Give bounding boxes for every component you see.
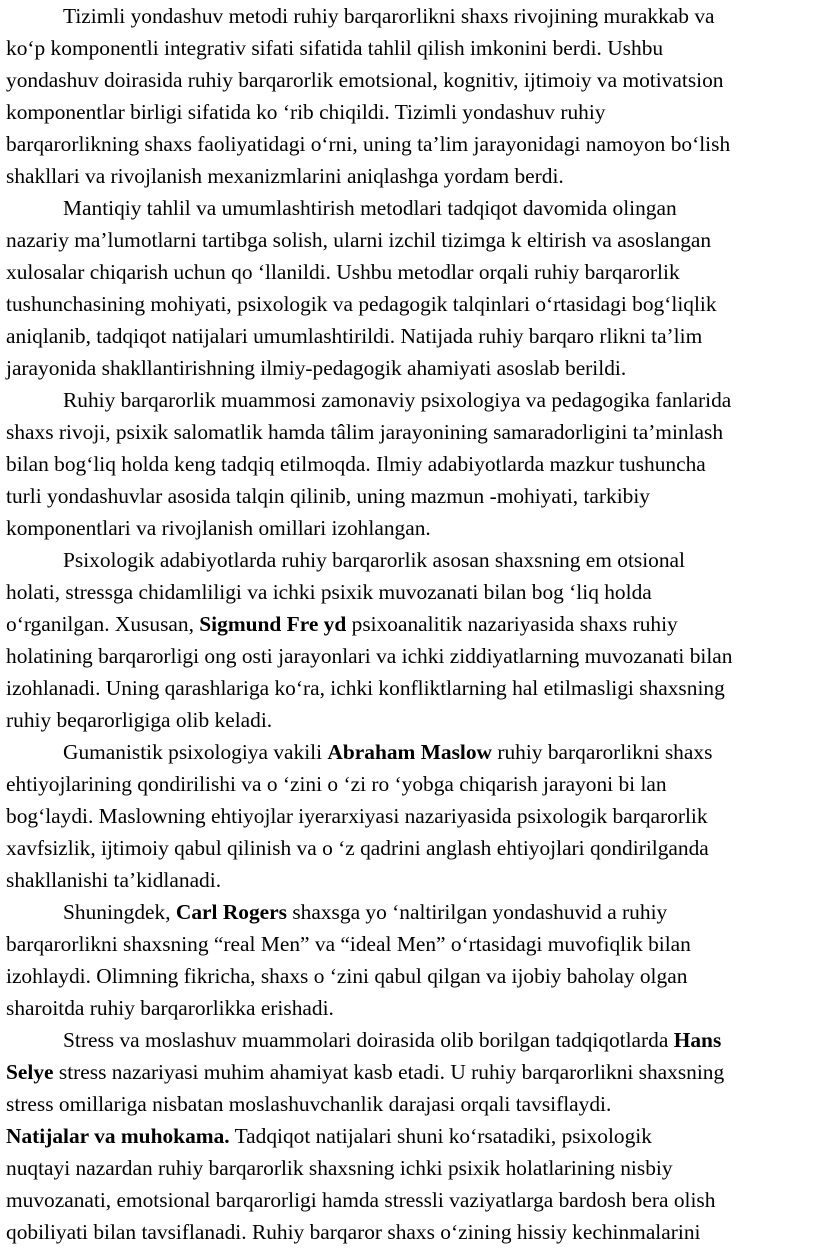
text-line: xulosalar chiqarish uchun qo ‘llanildi. Ushbu metodlar orqali ruhiy barqarorlik	[6, 260, 680, 284]
text-line: Ruhiy barqarorlik muammosi zamonaviy psixologiya va pedagogika fanlarida	[63, 388, 732, 412]
author-name-maslow: Abraham Maslow	[327, 740, 492, 764]
text-line: shaxs rivoji, psixik salomatlik hamda tâlim jarayonining samaradorligini ta’minlash	[6, 420, 724, 444]
text-line: ruhiy beqarorligiga olib keladi.	[6, 708, 273, 732]
text-line: shakllanishi ta’kidlanadi.	[6, 868, 222, 892]
text-line: Tizimli yondashuv metodi ruhiy barqarorlikni shaxs rivojining murakkab va	[63, 4, 715, 28]
text-line: barqarorlikning shaxs faoliyatidagi o‘rni, uning ta’lim jarayonidagi namoyon bo‘lish	[6, 132, 731, 156]
text-line: qobiliyati bilan tavsiflanadi. Ruhiy barqaror shaxs o‘zining hissiy kechinmalarini	[6, 1220, 701, 1244]
author-name-freud: Sigmund Fre yd	[199, 612, 347, 636]
author-name-rogers: Carl Rogers	[175, 900, 287, 924]
text-line: bog‘laydi. Maslowning ehtiyojlar iyerarxiyasi nazariyasida psixologik barqarorlik	[6, 804, 708, 828]
text-line: o‘rganilgan. Xususan, Sigmund Fre yd psixoanalitik nazariyasida shaxs ruhiy	[6, 612, 678, 636]
text-line: shakllari va rivojlanish mexanizmlarini aniqlashga yordam berdi.	[6, 164, 564, 188]
text-line: xavfsizlik, ijtimoiy qabul qilinish va o ‘z qadrini anglash ehtiyojlari qondirilganda	[6, 836, 709, 860]
author-name-selye-last: Selye	[6, 1060, 54, 1084]
text-line: Gumanistik psixologiya vakili Abraham Maslow ruhiy barqarorlikni shaxs	[63, 740, 713, 764]
text-line: izohlanadi. Uning qarashlariga ko‘ra, ichki konfliktlarning hal etilmasligi shaxsning	[6, 676, 725, 700]
text-line: Mantiqiy tahlil va umumlashtirish metodlari tadqiqot davomida olingan	[63, 196, 677, 220]
text-line: muvozanati, emotsional barqarorligi hamda stressli vaziyatlarga bardosh bera olish	[6, 1188, 716, 1212]
text-line: tushunchasining mohiyati, psixologik va pedagogik talqinlari o‘rtasidagi bog‘liqlik	[6, 292, 717, 316]
text-line: komponentlari va rivojlanish omillari izohlangan.	[6, 516, 431, 540]
text-line: holati, stressga chidamliligi va ichki psixik muvozanati bilan bog ‘liq holda	[6, 580, 652, 604]
text-line: holatining barqarorligi ong osti jarayonlari va ichki ziddiyatlarning muvozanati bilan	[6, 644, 733, 668]
text-line: jarayonida shakllantirishning ilmiy-pedagogik ahamiyati asoslab berildi.	[6, 356, 627, 380]
text-line: nuqtayi nazardan ruhiy barqarorlik shaxsning ichki psixik holatlarining nisbiy	[6, 1156, 673, 1180]
author-name-selye-first: Hans	[673, 1028, 722, 1052]
text-line: izohlaydi. Olimning fikricha, shaxs o ‘zini qabul qilgan va ijobiy baholay olgan	[6, 964, 688, 988]
text-line: nazariy ma’lumotlarni tartibga solish, ularni izchil tizimga k eltirish va asoslangan	[6, 228, 712, 252]
text-line: Natijalar va muhokama. Tadqiqot natijalari shuni ko‘rsatadiki, psixologik	[6, 1124, 652, 1148]
text-line: ehtiyojlarining qondirilishi va o ‘zini o ‘zi ro ‘yobga chiqarish jarayoni bi lan	[6, 772, 667, 796]
text-line: Shuningdek, Carl Rogers shaxsga yo ‘naltirilgan yondashuvid a ruhiy	[63, 900, 668, 924]
text-line: barqarorlikni shaxsning “real Men” va “ideal Men” o‘rtasidagi muvofiqlik bilan	[6, 932, 691, 956]
text-line: Stress va moslashuv muammolari doirasida olib borilgan tadqiqotlarda Hans	[63, 1028, 722, 1052]
text-line: stress omillariga nisbatan moslashuvchanlik darajasi orqali tavsiflaydi.	[6, 1092, 612, 1116]
text-line: ko‘p komponentli integrativ sifati sifatida tahlil qilish imkonini berdi. Ushbu	[6, 36, 664, 60]
text-line: komponentlar birligi sifatida ko ‘rib chiqildi. Tizimli yondashuv ruhiy	[6, 100, 606, 124]
text-line: bilan bog‘liq holda keng tadqiq etilmoqda. Ilmiy adabiyotlarda mazkur tushuncha	[6, 452, 706, 476]
text-line: turli yondashuvlar asosida talqin qilinib, uning mazmun -mohiyati, tarkibiy	[6, 484, 650, 508]
text-line: Psixologik adabiyotlarda ruhiy barqarorlik asosan shaxsning em otsional	[63, 548, 685, 572]
text-line: yondashuv doirasida ruhiy barqarorlik emotsional, kognitiv, ijtimoiy va motivatsion	[6, 68, 724, 92]
text-line: aniqlanib, tadqiqot natijalari umumlashtirildi. Natijada ruhiy barqaro rlikni ta’lim	[6, 324, 703, 348]
text-line: sharoitda ruhiy barqarorlikka erishadi.	[6, 996, 334, 1020]
text-line: Selye stress nazariyasi muhim ahamiyat kasb etadi. U ruhiy barqarorlikni shaxsning	[6, 1060, 725, 1084]
section-heading-results: Natijalar va muhokama.	[6, 1124, 230, 1148]
